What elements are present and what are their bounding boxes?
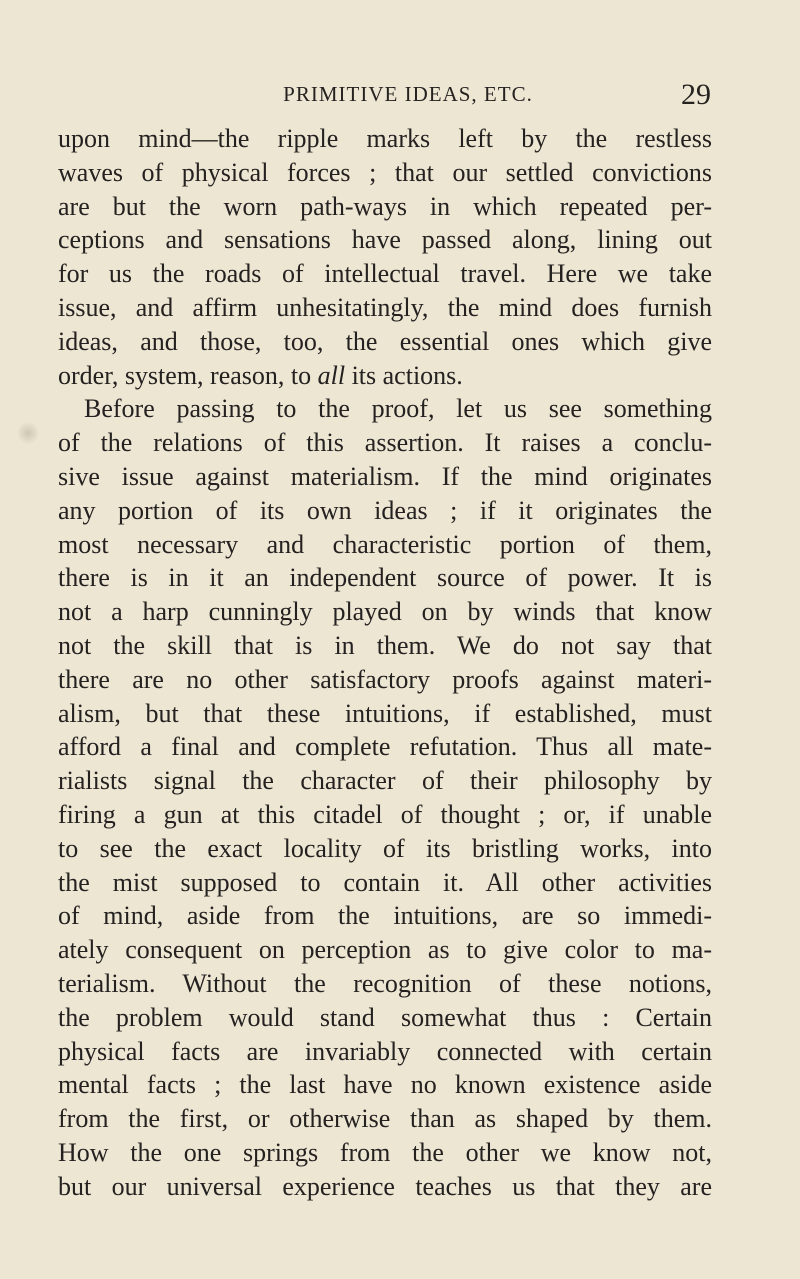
text-line: not the skill that is in them. We do not say that: [58, 630, 712, 660]
text-line: most necessary and characteristic portion of them,: [58, 529, 712, 559]
text-segment: order, system, reason, to: [58, 360, 318, 390]
text-line: physical facts are invariably connected with certain: [58, 1036, 712, 1066]
text-line: mental facts ; the last have no known existence aside: [58, 1070, 712, 1100]
text-line: terialism. Without the recognition of these notions,: [58, 968, 712, 998]
text-line: there are no other satisfactory proofs against materi-: [58, 664, 712, 694]
text-line: ideas, and those, too, the essential ones which give: [58, 326, 712, 356]
text-line: the problem would stand somewhat thus : Certain: [58, 1002, 712, 1032]
paper-blemish: [18, 420, 38, 446]
text-line: alism, but that these intuitions, if established, must: [58, 698, 712, 728]
text-line: but our universal experience teaches us that they are: [58, 1171, 712, 1201]
text-line: rialists signal the character of their philosophy by: [58, 766, 712, 796]
text-line: issue, and affirm unhesitatingly, the mind does furnish: [58, 292, 712, 322]
text-line: upon mind—the ripple marks left by the restless: [58, 124, 712, 153]
text-line: ately consequent on perception as to give color to ma-: [58, 935, 712, 965]
text-line: from the first, or otherwise than as shaped by them.: [58, 1104, 712, 1134]
text-line: any portion of its own ideas ; if it originates the: [58, 495, 712, 525]
text-line: the mist supposed to contain it. All other activities: [58, 867, 712, 897]
text-line: firing a gun at this citadel of thought ; or, if unable: [58, 799, 712, 829]
text-segment: its actions.: [345, 360, 463, 390]
text-line: How the one springs from the other we know not,: [58, 1137, 712, 1167]
italic-word: all: [317, 360, 346, 390]
text-line: there is in it an independent source of power. It is: [58, 563, 712, 593]
text-line: to see the exact locality of its bristling works, into: [58, 833, 712, 863]
body-text: [58, 122, 712, 1204]
text-line: of mind, aside from the intuitions, are so immedi-: [58, 901, 712, 931]
text-line-paragraph-start: Before passing to the proof, let us see something: [84, 394, 712, 424]
text-line: are but the worn path-ways in which repeated per-: [58, 191, 712, 221]
text-line: of the relations of this assertion. It raises a conclu-: [58, 428, 712, 458]
text-line: ceptions and sensations have passed along, lining out: [58, 225, 712, 255]
text-line: afford a final and complete refutation. Thus all mate-: [58, 732, 712, 762]
running-head: [105, 80, 711, 110]
text-line: waves of physical forces ; that our settled convictions: [58, 157, 712, 187]
text-line: for us the roads of intellectual travel. Here we take: [58, 259, 712, 289]
text-line: not a harp cunningly played on by winds that know: [58, 597, 712, 627]
text-line-paragraph-end: [58, 359, 712, 393]
text-line: sive issue against materialism. If the mind originates: [58, 461, 712, 491]
running-title: PRIMITIVE IDEAS, ETC.: [283, 82, 533, 106]
page-number: 29: [681, 78, 711, 111]
